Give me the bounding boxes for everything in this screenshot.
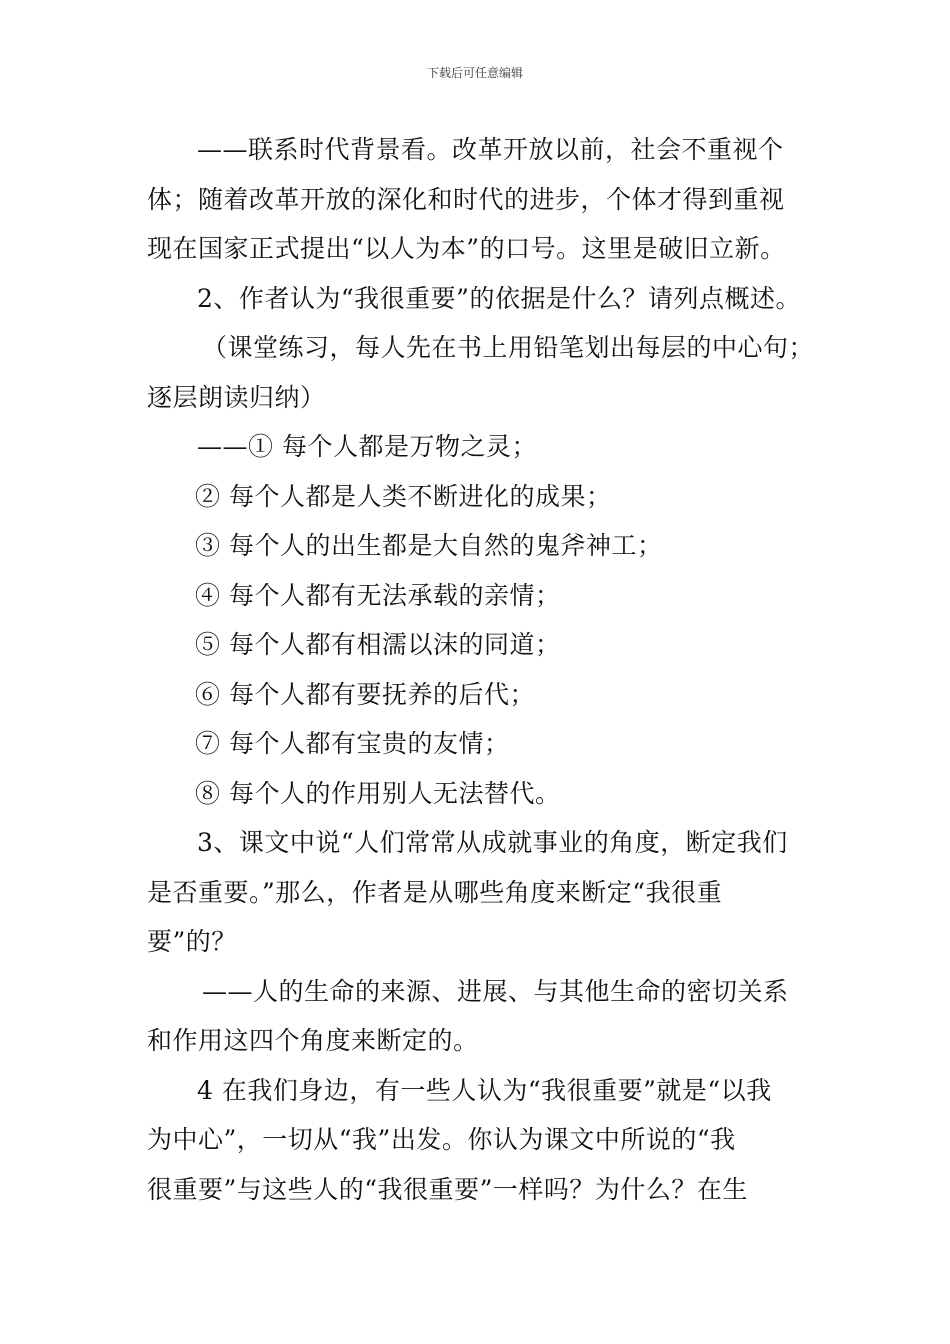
list-item: ⑥ 每个人都有要抚养的后代；: [195, 679, 535, 709]
text-line: 体；随着改革开放的深化和时代的进步，个体才得到重视: [147, 184, 785, 214]
list-item: ② 每个人都是人类不断进化的成果；: [195, 481, 612, 511]
text-line: 逐层朗读归纳）: [147, 382, 326, 412]
text-line: ——人的生命的来源、进展、与其他生命的密切关系: [202, 976, 789, 1006]
text-line: 是否重要。”那么，作者是从哪些角度来断定“我很重: [147, 877, 723, 907]
text-line: ——联系时代背景看。改革开放以前，社会不重视个: [197, 135, 784, 164]
list-item: ⑤ 每个人都有相濡以沫的同道；: [195, 630, 561, 659]
text-line: （课堂练习，每人先在书上用铅笔划出每层的中心句；: [202, 333, 815, 362]
list-item: ⑦ 每个人都有宝贵的友情；: [195, 729, 510, 758]
question-2: 2、作者认为“我很重要”的依据是什么？请列点概述。: [197, 283, 801, 313]
text-line: 和作用这四个角度来断定的。: [147, 1026, 479, 1055]
text-line: 要”的？: [147, 927, 237, 956]
list-item: ——① 每个人都是万物之灵；: [197, 432, 537, 461]
page-header: 下载后可任意编辑: [426, 66, 523, 80]
text-line: 为中心”，一切从“我”出发。你认为课文中所说的“我: [147, 1125, 736, 1154]
text-line: 现在国家正式提出“以人为本”的口号。这里是破旧立新。: [147, 234, 786, 263]
document-body: [147, 125, 819, 1214]
list-item: ④ 每个人都有无法承载的亲情；: [195, 580, 561, 610]
list-item: ③ 每个人的出生都是大自然的鬼斧神工；: [195, 531, 663, 560]
question-4: 4 在我们身边，有一些人认为“我很重要”就是“以我: [197, 1075, 772, 1105]
question-3: 3、课文中说“人们常常从成就事业的角度，断定我们: [197, 828, 788, 857]
text-line: 很重要”与这些人的“我很重要”一样吗？为什么？在生: [147, 1174, 748, 1204]
list-item: ⑧ 每个人的作用别人无法替代。: [195, 778, 561, 808]
